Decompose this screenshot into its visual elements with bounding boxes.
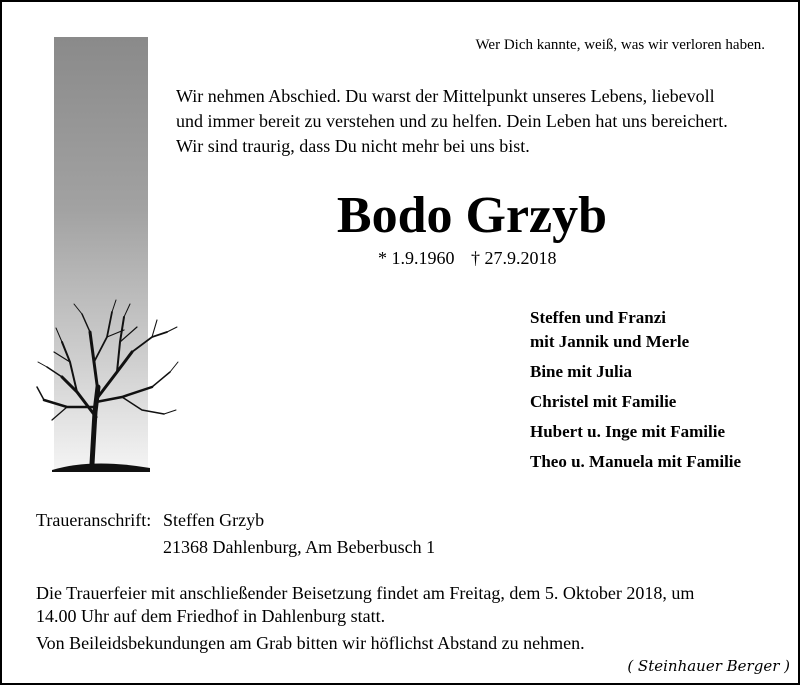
tree-illustration [32,292,182,472]
mourner-line: mit Jannik und Merle [530,332,690,351]
intro-text [176,84,776,159]
birth-date: * 1.9.1960 [378,248,455,268]
address-label: Traueranschrift: [36,510,152,530]
mourner-entry [530,306,741,354]
mourner-line: Hubert u. Inge mit Familie [530,422,726,441]
service-line: 14.00 Uhr auf dem Friedhof in Dahlenburg statt. [36,606,386,626]
address-street: 21368 Dahlenburg, Am Beberbusch 1 [163,537,436,557]
mourner-entry [530,390,741,414]
service-line: Die Trauerfeier mit anschließender Beisetzung findet am Freitag, dem 5. Oktober 2018, um [36,583,695,603]
death-date: † 27.9.2018 [471,248,557,268]
intro-line: und immer bereit zu verstehen und zu helfen. Dein Leben hat uns bereichert. [176,111,728,131]
funeral-service-info [36,582,776,655]
mourners-list [530,306,741,480]
motto-quote: Wer Dich kannte, weiß, was wir verloren haben. [475,37,765,53]
mourner-line: Theo u. Manuela mit Familie [530,452,742,471]
intro-line: Wir nehmen Abschied. Du warst der Mittelpunkt unseres Lebens, liebevoll [176,86,715,106]
intro-line: Wir sind traurig, dass Du nicht mehr bei uns bist. [176,136,530,156]
mourning-address [36,507,435,561]
life-dates [378,248,557,269]
mourner-entry [530,360,741,384]
condolence-request: Von Beileidsbekundungen am Grab bitten wir höflichst Abstand zu nehmen. [36,633,585,653]
mourner-line: Bine mit Julia [530,362,633,381]
stonemason-signature: ( Steinhauer Berger ) [627,657,790,675]
mourner-entry [530,450,741,474]
mourner-line: Steffen und Franzi [530,308,666,327]
deceased-name: Bodo Grzyb [336,187,608,244]
address-name: Steffen Grzyb [163,510,265,530]
mourner-entry [530,420,741,444]
mourner-line: Christel mit Familie [530,392,677,411]
